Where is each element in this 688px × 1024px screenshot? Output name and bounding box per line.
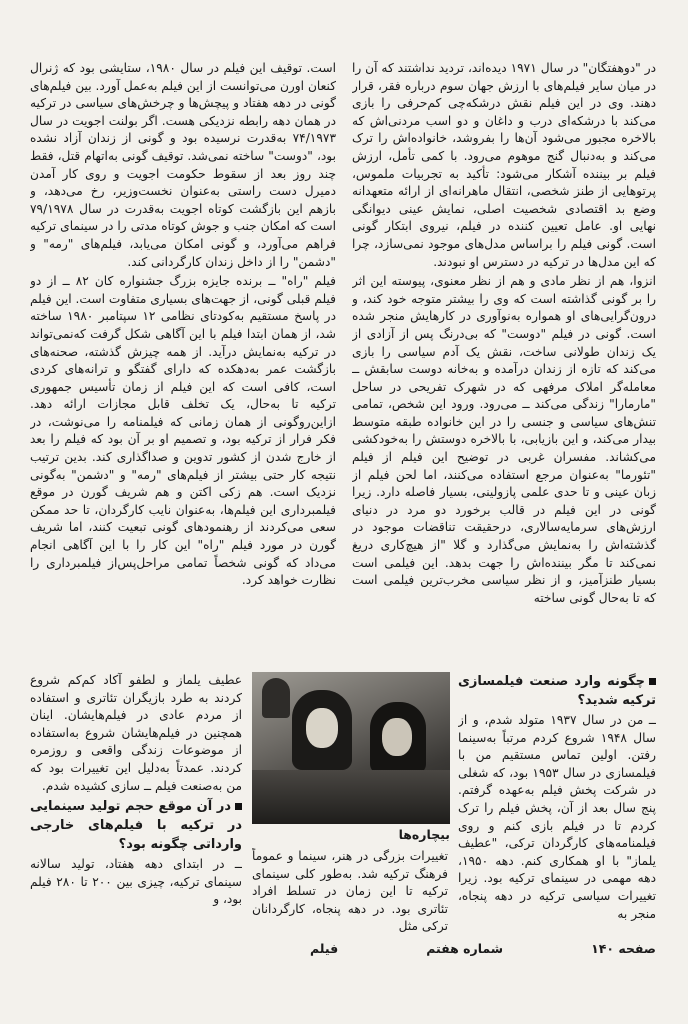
magazine-name: فیلم xyxy=(310,941,339,956)
question-text: در آن موقع حجم تولید سینمایی در ترکیه با فیلم‌های خارجی وارداتی چگونه بود؟ xyxy=(30,799,242,853)
page-number: صفحه ۱۴۰ xyxy=(591,941,656,956)
interview-column-right xyxy=(458,672,656,934)
interview-column-middle xyxy=(252,848,448,940)
paragraph: ــ من در سال ۱۹۳۷ متولد شدم، و از سال ۱۹۴۸ شروع کردم مرتباً به‌سینما رفتن. اولین تماس مستقیم من با فیلمسازی در سال ۱۹۵۳ بود، که شغلی در شرکت پخش فیلم به‌عهده گرفتم. پنج سال بعد از آن، پخش فیلم را ترک کردم تا در فیلم بازی کنم و روی فیلمنامه‌های کارگردان ترکی، "عطیف یلماز" با او همکاری کنم. دهه ۱۹۵۰، دهه مهمی در سینمای ترکیه بود. زیرا تغییرات سیاسی ترکیه در دهه پنجاه، منجر به xyxy=(458,713,656,921)
paragraph: انزوا، هم از نظر مادی و هم از نظر معنوی، پیوسته این اثر را بر گونی گذاشته است که وی را بیشتر متوجه خود کند، و درون‌گرایی‌های او همواره به‌نوآوری در کارهایش منجر شده است. گونی در فیلم "دوست" که بی‌درنگ پس از آزادی از یک زندان طولانی ساخت، نقش یک آدم سیاسی را بازی می‌کند که تازه از زندان درآمده و به‌خانه دوست سابقش ــ معامله‌گر املاک مرفهی که در شهرک تفریحی در ساحل "مارمارا" زندگی می‌کند ــ می‌رود. ورود این شخص، تمامی تنش‌های سیاسی و جنسی را در این خانواده طبقه متوسط بیدار می‌کند، و این بازیابی، با بالاخره دوستش را به‌خودکشی می‌کشاند. مفسران غربی در توضیح این فیلم از فیلم "تئورما" به‌عنوان مرجع استفاده می‌کنند، اما لحن فیلم از زبان عینی و تا حدی علمی پازولینی، بسیار فاصله دارد. زیرا گونی در این فیلم در قالب برخورد دو مرد در دنیای ارزش‌های سرمایه‌سالاری، درحقیقت تناقضات موجود در گذشته‌اش را به‌نمایش می‌گذارد و گلا "از هیچ‌کاری دریغ نمی‌کند تا مگر بیننده‌اش را جهت بدهد. این فیلمی است بسیار طنزآمیز، و از نظر سیاسی مخرب‌ترین فیلمی است که تا به‌حال گونی ساخته xyxy=(352,274,656,605)
paragraph: ــ در ابتدای دهه هفتاد، تولید سالانه سینمای ترکیه، چیزی بین ۲۰۰ تا ۲۸۰ فیلم بود، و xyxy=(30,857,242,907)
interview-column-left xyxy=(30,672,242,942)
square-bullet-icon xyxy=(235,803,242,810)
article-column-top-left xyxy=(30,60,336,652)
photo-caption: بیچاره‌ها xyxy=(398,827,450,842)
paragraph: فیلم "راه" ــ برنده جایزه بزرگ جشنواره کان ۸۲ ــ از دو فیلم قبلی گونی، از جهت‌های بسیاری متفاوت است. این فیلم در پاسخ مستقیم به‌کودتای نظامی ۱۲ سپتامبر ۱۹۸۰ ساخته شد، از همان ابتدا فیلم با این آگاهی شکل گرفت که‌نمی‌تواند در ترکیه به‌نمایش درآید. از همه چیزش گذشته، صحنه‌های بازگشت عمر به‌دهکده که دارای گفتگو و ترانه‌های کردی است، کافی است که این فیلم از زمان تأسیس جمهوری ترکیه تا به‌حال، یک تخلف قابل مجازات ارائه دهد. ازاین‌روگونی از همان زمانی که فیلمنامه را می‌نوشت، در فکر فرار از ترکیه بود، و تصمیم او بر آن بود که فیلم را بعد از خارج شدن از کشور تدوین و صداگذاری کند. بدین ترتیب نتیجه کار حتی بیشتر از فیلم‌های "رمه" و "دشمن" به‌گونی نزدیک است. هم زکی اکتن و هم شریف گورن در موقع فیلمبرداری این فیلم‌ها، به‌عنوان نایب کارگردان، تا حد ممکن سعی می‌کردند از رهنمودهای گونی تبعیت کنند، اما شریف گورن در مورد فیلم "راه" این کار را با این آگاهی انجام می‌داد که گونی شخصاً تمامی مراحل‌پس‌از فیلمبرداری را نظارت خواهد کرد. xyxy=(30,274,336,588)
issue-number: شماره هفتم xyxy=(426,941,504,956)
square-bullet-icon xyxy=(649,678,656,685)
page-footer xyxy=(310,940,656,958)
question-heading xyxy=(458,672,656,710)
photo-foreground xyxy=(252,770,450,824)
article-column-top-right xyxy=(352,60,656,652)
paragraph: در "دوهفتگان" در سال ۱۹۷۱ دیده‌اند، تردید نداشتند که آن را در میان سایر فیلم‌های با ارزش جهان سوم درباره فقر، قرار دهند. وی در این فیلم نقش درشکه‌چی کم‌حرفی را بازی می‌کند با درشکه‌ای درب و داغان و دو اسب مردنی‌اش که بالاخره مجبور می‌شود آن‌ها را بفروشد، خانواده‌اش را ترک می‌کند و به‌دنبال گنج موهوم می‌رود. با کمی تأمل، ارزش فیلم بر بیننده آشکار می‌شود: تأکید به تجربیات ملموس، پرتوهایی از طنز شخصی، انتقال ماهرانه‌ای از ارائه متعهدانه وضع بد اقتصادی شخصیت اصلی، نمایش عینی دیوانگی نهایی او. عامل تعیین کننده در فیلم، نیروی ابتکار گونی است. گونی فیلم را براساس مدل‌های موجود نمی‌سازد، چرا که این مدل‌ها در ترکیه در دسترس او نبودند. xyxy=(352,61,656,269)
film-still-photo xyxy=(252,672,450,824)
photo-figure xyxy=(262,678,290,718)
paragraph: است. توقیف این فیلم در سال ۱۹۸۰، ستایشی بود که ژنرال کنعان اورن می‌توانست از این فیلم به‌عمل آورد. بین فیلم‌های گونی در دهه هفتاد و پیچش‌ها و چرخش‌های سیاسی در ترکیه در همان دهه رابطه نزدیکی هست. اگر بولنت اجویت در سال ۷۴/۱۹۷۳ به‌قدرت نرسیده بود و گونی از زندان آزاد نشده بود، "دوست" ساخته نمی‌شد. توقیف گونی به‌اتهام قتل، فقط چند روز بعد از سقوط حکومت اجویت و روی کار آمدن دمیرل دست راستی به‌عنوان نخست‌وزیر، رخ می‌دهد، و بازهم این بازگشت کوتاه اجویت به‌قدرت در سال ۷۹/۱۹۷۸ است که امکان جنب و جوش کوتاه مدتی را در سینمای ترکیه فراهم می‌آورد، و گونی امکان می‌یابد، فیلم‌های "رمه" و "دشمن" را از داخل زندان کارگردانی کند. xyxy=(30,61,336,269)
paragraph: عطیف یلماز و لطفو آکاد کم‌کم شروع کردند به طرد بازیگران تئاتری و استفاده از مردم عادی در فیلم‌هایشان. اینان همچنین در فیلم‌هایشان شروع به‌استفاده از موضوعات زندگی واقعی و روزمره کردند. عمدتاً به‌دلیل این تغییرات بود که من به‌صنعت فیلم ــ سازی کشیده شدم. xyxy=(30,673,242,793)
photo-figure xyxy=(292,690,352,770)
question-heading xyxy=(30,797,242,854)
photo-figure xyxy=(370,702,426,774)
question-text: چگونه وارد صنعت فیلمسازی ترکیه شدید؟ xyxy=(458,674,656,708)
paragraph: تغییرات بزرگی در هنر، سینما و عموماً فرهنگ ترکیه شد. به‌طور کلی سینمای ترکیه تا این زمان در تسلط افراد تئاتری بود. در دهه پنجاه، کارگردانان ترکی مثل xyxy=(252,849,448,934)
